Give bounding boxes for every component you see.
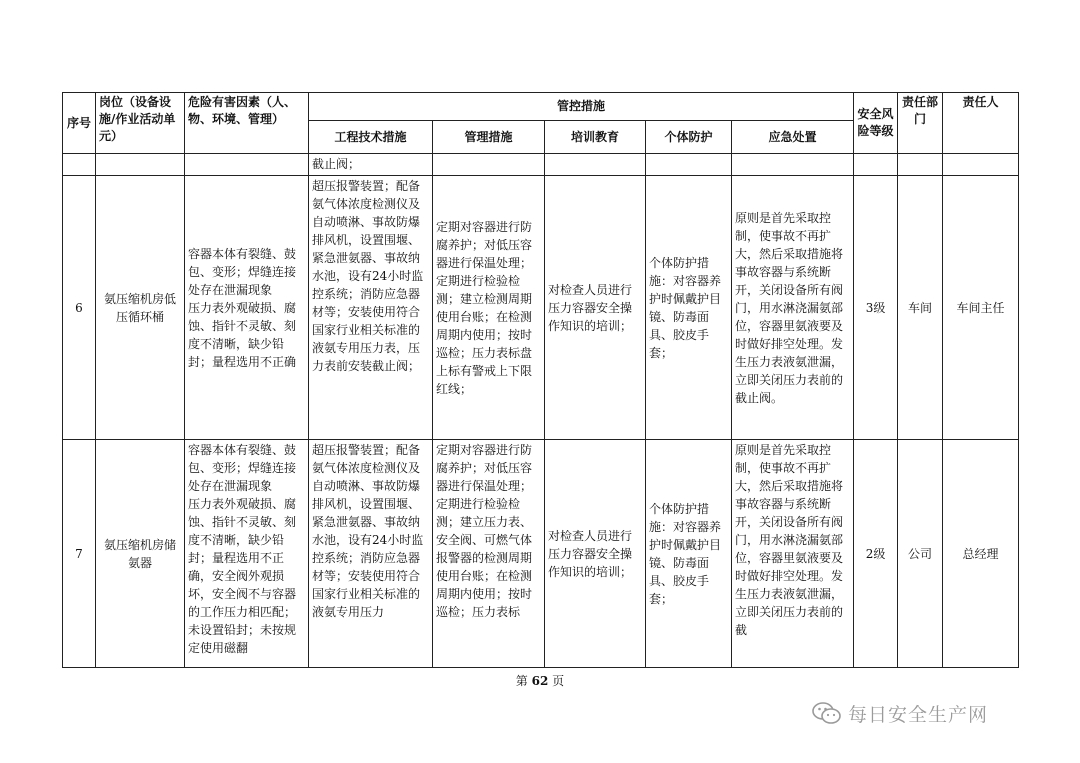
table-row — [63, 176, 1019, 440]
header-emergency: 应急处置 — [732, 121, 854, 154]
header-post: 岗位（设备设施/作业活动单元） — [96, 93, 185, 154]
row-training: 对检查人员进行压力容器安全操作知识的培训； — [545, 440, 646, 668]
row-hazard: 容器本体有裂缝、鼓包、变形；焊缝连接处存在泄漏现象 压力表外观破损、腐蚀、指针不灵敏、刻度不清晰，缺少铅封；量程选用不正确 — [185, 176, 309, 440]
header-management: 管理措施 — [433, 121, 545, 154]
watermark — [812, 700, 988, 727]
row-dept: 车间 — [898, 176, 943, 440]
page-number — [0, 672, 1080, 689]
header-seq: 序号 — [63, 93, 96, 154]
row-training: 对检查人员进行压力容器安全操作知识的培训； — [545, 176, 646, 440]
row-seq: 6 — [63, 176, 96, 440]
row-emergency: 原则是首先采取控制，使事故不再扩大，然后采取措施将事故容器与系统断开，关闭设备所有阀门，用水淋浇漏氨部位，容器里氨液要及时做好排空处理。发生压力表液氨泄漏，立即关闭压力表前的截 — [735, 443, 844, 637]
row-hazard: 容器本体有裂缝、鼓包、变形；焊缝连接处存在泄漏现象 压力表外观破损、腐蚀、指针不灵敏、刻度不清晰，缺少铅封；量程选用不正确，安全阀外观损坏，安全阀不与容器的工作压力相匹配；未设置铅封；未按规定使用磁翻 — [188, 443, 297, 655]
row-ppe: 个体防护措施：对容器养护时佩戴护目镜、防毒面具、胶皮手套； — [646, 440, 732, 668]
table-row — [63, 440, 1019, 668]
row-ppe: 个体防护措施：对容器养护时佩戴护目镜、防毒面具、胶皮手套； — [646, 176, 732, 440]
wechat-icon — [812, 701, 842, 727]
row-engineering: 超压报警装置；配备氨气体浓度检测仪及自动喷淋、事故防爆排风机，设置围堰、紧急泄氨器、事故纳水池，设有24小时监控系统；消防应急器材等；安装使用符合国家行业相关标准的液氨专用压力表，压力表前安装截止阀； — [309, 176, 433, 440]
header-hazard: 危险有害因素（人、物、环境、管理） — [185, 93, 309, 154]
row-management: 定期对容器进行防腐养护；对低压容器进行保温处理；定期进行检验检测；建立检测周期使用台账；在检测周期内使用；按时巡检；压力表标盘上标有警戒上下限红线； — [433, 176, 545, 440]
row-post: 氨压缩机房低压循环桶 — [96, 176, 185, 440]
risk-control-table — [62, 92, 1019, 668]
continuation-engineering: 截止阀； — [309, 154, 433, 176]
row-management: 定期对容器进行防腐养护；对低压容器进行保温处理；定期进行检验检测；建立压力表、安全阀、可燃气体报警器的检测周期使用台账；在检测周期内使用；按时巡检；压力表标 — [436, 443, 533, 619]
page-number-value: 62 — [531, 674, 549, 688]
row-risk-level: 3级 — [854, 176, 898, 440]
header-ppe: 个体防护 — [646, 121, 732, 154]
header-person: 责任人 — [943, 93, 1019, 154]
header-engineering: 工程技术措施 — [309, 121, 433, 154]
row-person: 总经理 — [943, 440, 1019, 668]
row-risk-level: 2级 — [854, 440, 898, 668]
page-suffix: 页 — [552, 674, 565, 688]
page-prefix: 第 — [515, 674, 528, 688]
row-person: 车间主任 — [943, 176, 1019, 440]
header-dept: 责任部门 — [898, 93, 943, 154]
row-post: 氨压缩机房储氨器 — [96, 440, 185, 668]
header-training: 培训教育 — [545, 121, 646, 154]
header-risk-level: 安全风险等级 — [854, 93, 898, 154]
row-emergency: 原则是首先采取控制，使事故不再扩大，然后采取措施将事故容器与系统断开，关闭设备所有阀门，用水淋浇漏氨部位，容器里氨液要及时做好排空处理。发生压力表液氨泄漏，立即关闭压力表前的截止阀。 — [732, 176, 854, 440]
row-dept: 公司 — [898, 440, 943, 668]
row-seq: 7 — [63, 440, 96, 668]
header-control-measures: 管控措施 — [309, 93, 854, 121]
row-engineering: 超压报警装置；配备氨气体浓度检测仪及自动喷淋、事故防爆排风机，设置围堰、紧急泄氨器、事故纳水池，设有24小时监控系统；消防应急器材等；安装使用符合国家行业相关标准的液氨专用压力 — [312, 443, 424, 619]
table-row-continuation — [63, 154, 1019, 176]
watermark-text: 每日安全生产网 — [848, 704, 989, 726]
